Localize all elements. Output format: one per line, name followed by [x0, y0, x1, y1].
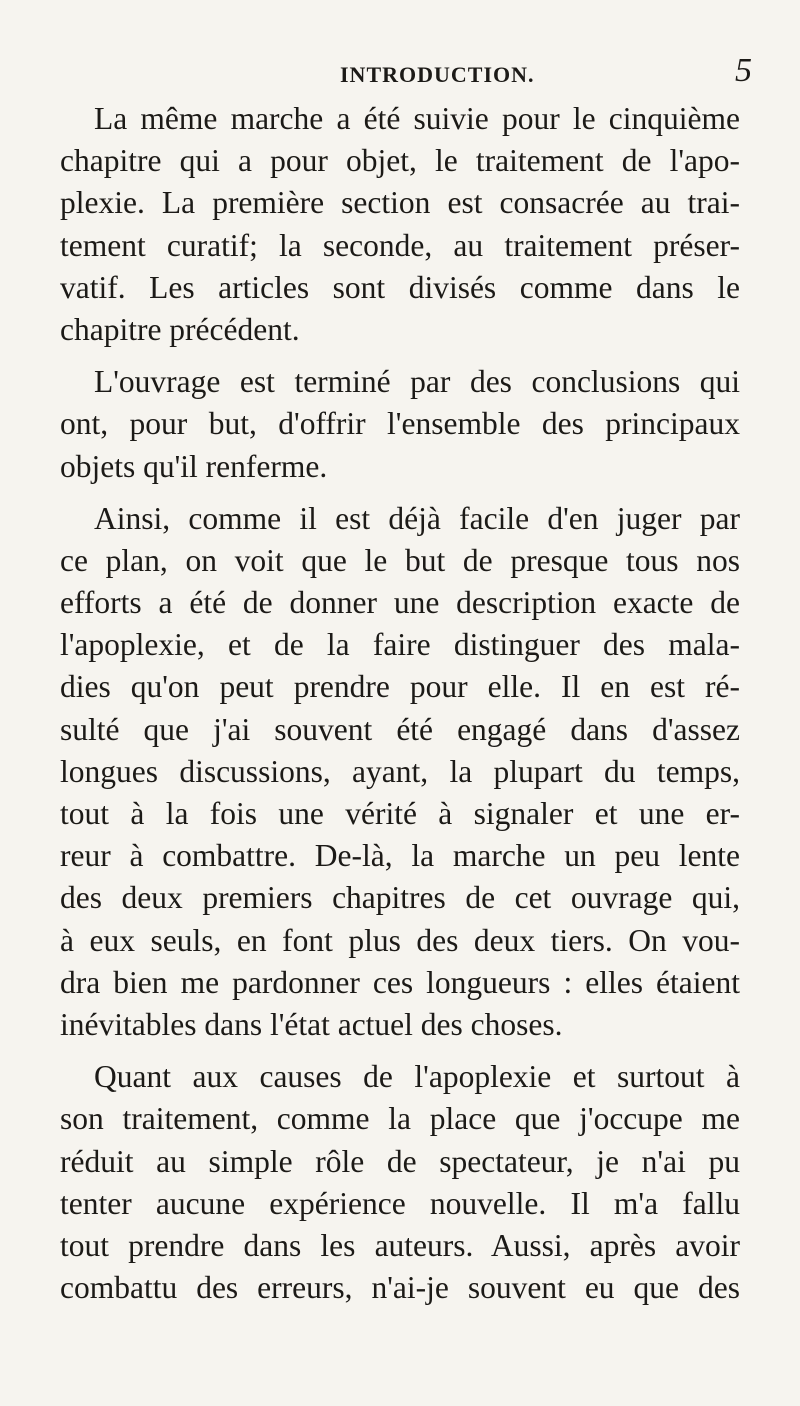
text-line: efforts a été de donner une description exacte de: [60, 585, 740, 621]
text-line: à eux seuls, en font plus des deux tiers. On vou-: [60, 922, 740, 958]
text-line: chapitre qui a pour objet, le traitement de l'apo-: [60, 143, 740, 179]
text-line: réduit au simple rôle de spectateur, je n'ai pu: [60, 1143, 740, 1179]
text-line: vatif. Les articles sont divisés comme dans le: [60, 269, 740, 305]
paragraph: [60, 361, 740, 488]
running-title: INTRODUCTION.: [340, 62, 535, 87]
text-line: inévitables dans l'état actuel des choses.: [60, 1006, 563, 1042]
text-line: Quant aux causes de l'apoplexie et surtout à: [94, 1059, 740, 1095]
text-line: son traitement, comme la place que j'occupe me: [60, 1101, 740, 1137]
text-line: La même marche a été suivie pour le cinquième: [94, 101, 740, 136]
paragraph: [60, 1056, 740, 1309]
text-line: reur à combattre. De-là, la marche un peu lente: [60, 838, 740, 874]
text-line: sulté que j'ai souvent été engagé dans d'assez: [60, 711, 740, 747]
text-line: tout prendre dans les auteurs. Aussi, après avoir: [60, 1227, 740, 1263]
text-line: ce plan, on voit que le but de presque tous nos: [60, 542, 740, 578]
text-line: objets qu'il renferme.: [60, 448, 328, 484]
text-line: plexie. La première section est consacrée au trai-: [60, 185, 740, 221]
paragraph: [60, 498, 740, 1046]
text-line: ont, pour but, d'offrir l'ensemble des principaux: [60, 406, 740, 442]
text-line: combattu des erreurs, n'ai-je souvent eu que des: [60, 1270, 740, 1306]
text-line: chapitre précédent.: [60, 311, 300, 347]
text-line: tout à la fois une vérité à signaler et une er-: [60, 796, 740, 831]
text-line: tement curatif; la seconde, au traitement préser-: [60, 227, 740, 263]
text-line: des deux premiers chapitres de cet ouvrage qui,: [60, 880, 740, 916]
text-line: tenter aucune expérience nouvelle. Il m'a fallu: [60, 1185, 740, 1221]
text-line: L'ouvrage est terminé par des conclusions qui: [94, 364, 740, 400]
text-line: dra bien me pardonner ces longueurs : elles étaient: [60, 964, 740, 1000]
running-head: [0, 52, 800, 92]
text-line: l'apoplexie, et de la faire distinguer des mala-: [60, 627, 740, 663]
text-line: longues discussions, ayant, la plupart du temps,: [60, 753, 740, 789]
page-number: 5: [735, 52, 752, 89]
text-line: dies qu'on peut prendre pour elle. Il en est ré-: [60, 669, 740, 705]
text-line: Ainsi, comme il est déjà facile d'en juger par: [94, 500, 740, 536]
paragraph: [60, 98, 740, 351]
text-body: [60, 98, 740, 1319]
